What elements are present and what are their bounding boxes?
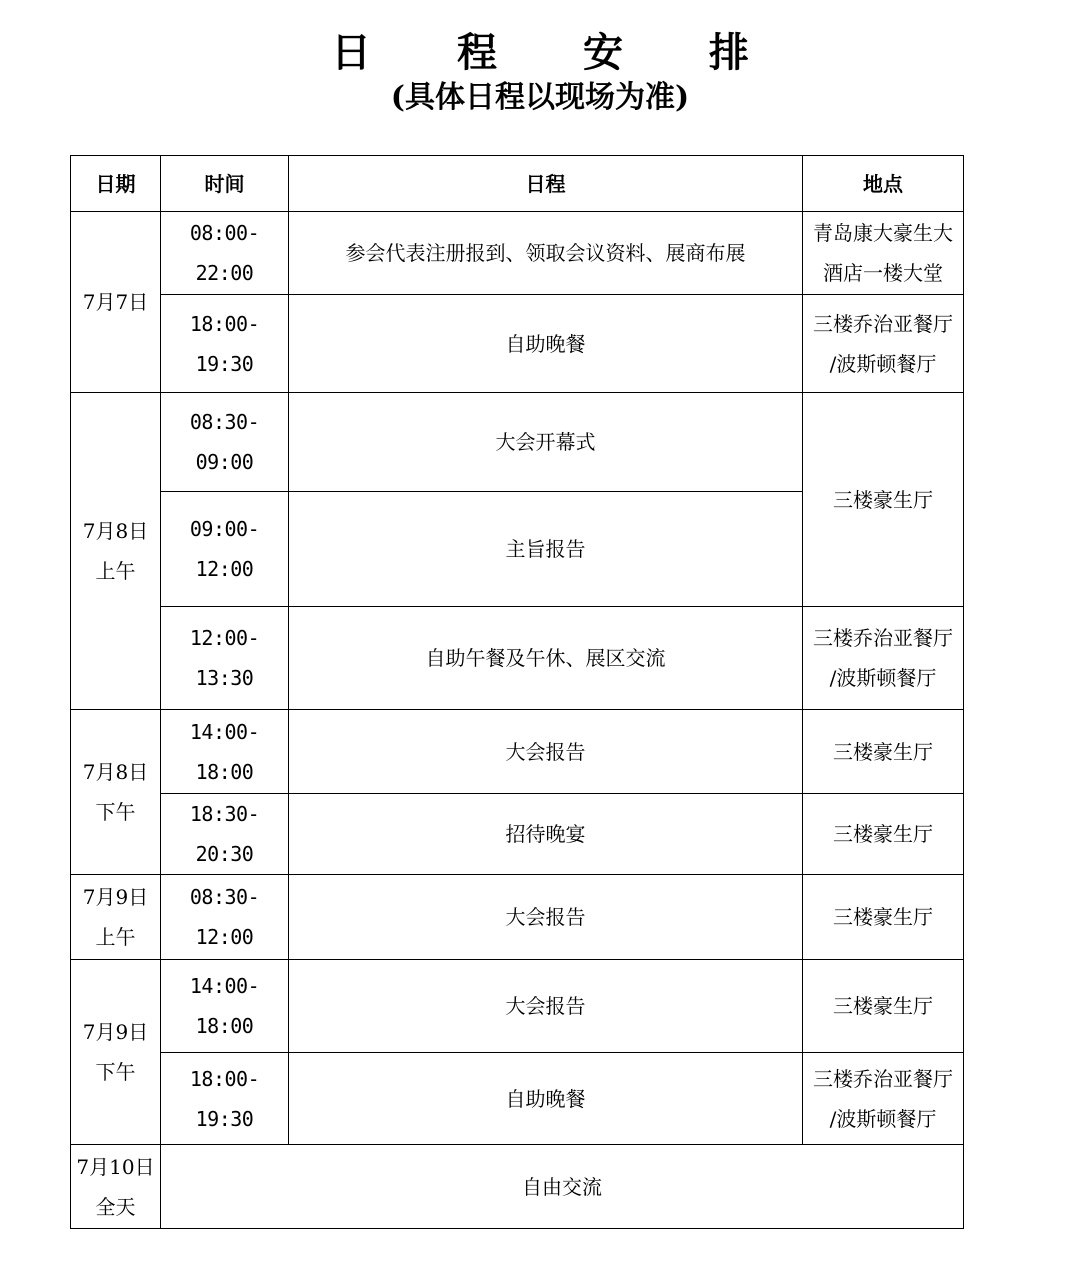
date-line: 下午	[95, 1060, 136, 1084]
date-cell	[71, 960, 161, 1145]
header-date: 日期	[71, 156, 161, 212]
agenda-cell: 招待晚宴	[289, 794, 803, 875]
agenda-cell: 自由交流	[161, 1145, 964, 1229]
date-line: 7月9日	[82, 1020, 149, 1044]
location-line: /波斯顿餐厅	[829, 351, 937, 376]
location-cell	[803, 212, 964, 295]
agenda-cell: 自助晚餐	[289, 295, 803, 393]
time-cell: 08:30-12:00	[161, 875, 289, 960]
location-line: 青岛康大豪生大	[813, 221, 953, 245]
location-cell	[803, 710, 964, 794]
location-cell	[803, 794, 964, 875]
location-line: 三楼乔治亚餐厅	[813, 626, 953, 650]
location-line: /波斯顿餐厅	[829, 666, 937, 690]
date-line: 7月10日	[76, 1154, 155, 1179]
agenda-cell: 大会报告	[289, 875, 803, 960]
location-line: 三楼乔治亚餐厅	[813, 1066, 953, 1091]
location-cell	[803, 875, 964, 960]
agenda-cell: 自助午餐及午休、展区交流	[289, 607, 803, 710]
table-row	[71, 1053, 964, 1145]
location-cell	[803, 1053, 964, 1145]
date-line: 上午	[95, 925, 136, 949]
time-cell: 18:00-19:30	[161, 295, 289, 393]
header-row	[71, 156, 964, 212]
location-cell	[803, 393, 964, 607]
time-cell: 18:30-20:30	[161, 794, 289, 875]
page-title: 日 程 安 排	[331, 29, 785, 76]
location-line: 三楼豪生厅	[833, 905, 933, 929]
table-row	[71, 960, 964, 1053]
location-line: /波斯顿餐厅	[829, 1106, 937, 1131]
table-row	[71, 212, 964, 295]
location-line: 三楼豪生厅	[833, 487, 933, 512]
agenda-cell: 大会开幕式	[289, 393, 803, 492]
location-line: 三楼豪生厅	[833, 822, 933, 846]
table-row	[71, 295, 964, 393]
location-cell	[803, 295, 964, 393]
header-time: 时间	[161, 156, 289, 212]
date-line: 7月7日	[82, 290, 149, 314]
agenda-cell: 大会报告	[289, 960, 803, 1053]
agenda-cell: 主旨报告	[289, 492, 803, 607]
time-cell: 08:30-09:00	[161, 393, 289, 492]
table-row	[71, 875, 964, 960]
date-line: 7月8日	[82, 519, 149, 543]
location-line: 三楼豪生厅	[833, 994, 933, 1018]
location-line: 酒店一楼大堂	[823, 261, 943, 285]
date-cell	[71, 710, 161, 875]
date-line: 下午	[95, 800, 136, 824]
date-line: 7月9日	[82, 885, 149, 909]
agenda-cell: 大会报告	[289, 710, 803, 794]
location-cell	[803, 960, 964, 1053]
date-cell	[71, 393, 161, 710]
time-cell: 18:00-19:30	[161, 1053, 289, 1145]
date-cell	[71, 212, 161, 393]
date-line: 上午	[95, 559, 136, 583]
table-row	[71, 794, 964, 875]
time-cell: 14:00-18:00	[161, 960, 289, 1053]
date-cell	[71, 1145, 161, 1229]
location-line: 三楼豪生厅	[833, 739, 933, 764]
table-row	[71, 393, 964, 492]
location-cell	[803, 607, 964, 710]
page-subtitle: (具体日程以现场为准)	[390, 80, 690, 115]
table-row	[71, 1145, 964, 1229]
time-cell: 08:00-22:00	[161, 212, 289, 295]
schedule-table	[70, 155, 964, 1229]
header-agenda: 日程	[289, 156, 803, 212]
location-line: 三楼乔治亚餐厅	[813, 311, 953, 336]
date-cell	[71, 875, 161, 960]
agenda-cell: 自助晚餐	[289, 1053, 803, 1145]
time-cell: 09:00-12:00	[161, 492, 289, 607]
date-line: 7月8日	[82, 760, 149, 784]
header-location: 地点	[803, 156, 964, 212]
time-cell: 12:00-13:30	[161, 607, 289, 710]
agenda-cell: 参会代表注册报到、领取会议资料、展商布展	[289, 212, 803, 295]
time-cell: 14:00-18:00	[161, 710, 289, 794]
table-row	[71, 607, 964, 710]
table-row	[71, 710, 964, 794]
date-line: 全天	[95, 1194, 136, 1219]
